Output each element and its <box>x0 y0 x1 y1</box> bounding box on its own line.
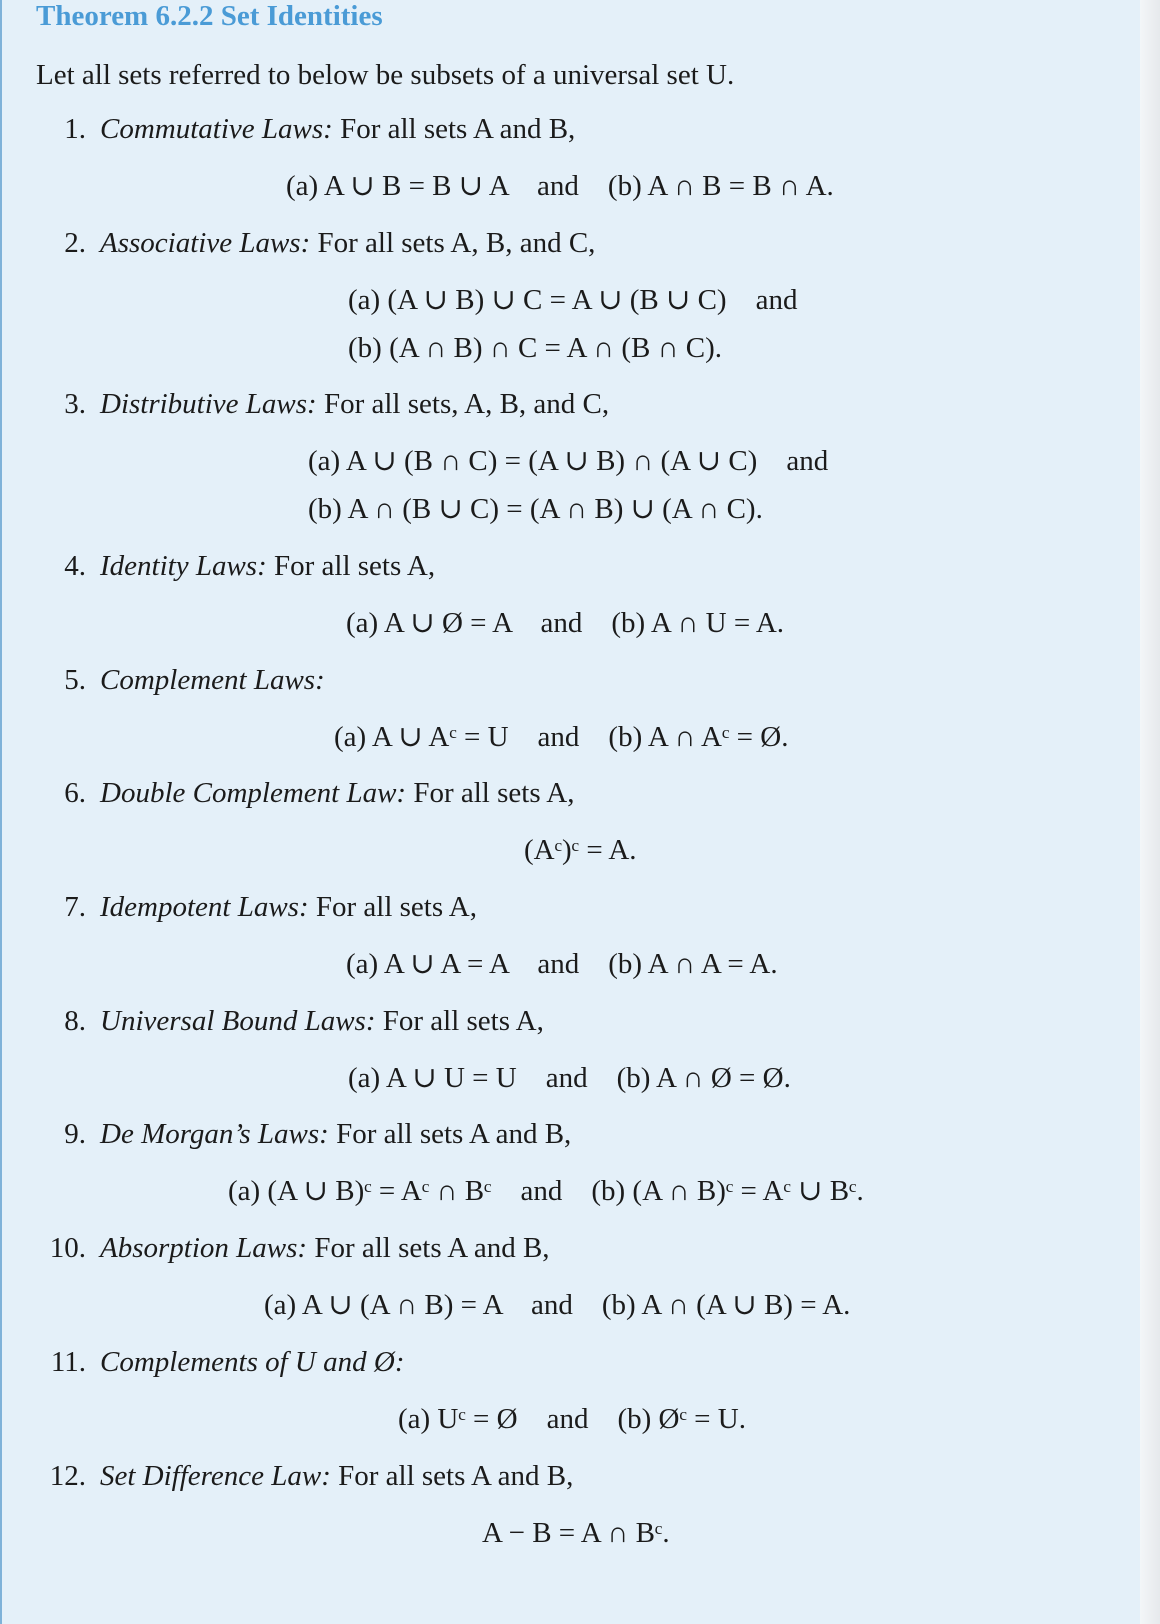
law-name: Set Difference Law: <box>100 1460 331 1492</box>
law-number: 9. <box>64 1118 86 1150</box>
law-name: Associative Laws: <box>100 227 311 259</box>
law-equation: (a) (A ∪ B) ∪ C = A ∪ (B ∪ C) and <box>348 284 798 316</box>
theorem-title: Theorem 6.2.2 Set Identities <box>36 0 383 32</box>
law-number: 5. <box>64 664 86 696</box>
law-name: Complement Laws: <box>100 664 325 696</box>
law-text: For all sets A and B, <box>336 1118 572 1150</box>
law-number: 4. <box>64 550 86 582</box>
law-equation: (a) A ∪ U = U and (b) A ∩ Ø = Ø. <box>348 1062 791 1094</box>
law-name: Distributive Laws: <box>100 388 317 420</box>
law-text: For all sets A, <box>315 891 477 923</box>
law-equation: (a) A ∪ B = B ∪ A and (b) A ∩ B = B ∩ A. <box>286 170 834 202</box>
law-number: 2. <box>64 227 86 259</box>
law-name: Commutative Laws: <box>100 113 333 145</box>
law-text: For all sets, A, B, and C, <box>323 388 610 420</box>
law-number: 10. <box>49 1232 86 1264</box>
law-text: For all sets A and B, <box>338 1460 574 1492</box>
law-name: Identity Laws: <box>100 550 267 582</box>
law-equation: (a) Uᶜ = Ø and (b) Øᶜ = U. <box>398 1403 746 1435</box>
law-equation: (a) A ∪ (A ∩ B) = A and (b) A ∩ (A ∪ B) = A. <box>264 1289 851 1321</box>
law-text: For all sets A, B, and C, <box>317 227 596 259</box>
law-text: For all sets A, <box>382 1005 544 1037</box>
law-number: 12. <box>49 1460 86 1492</box>
law-equation: (Aᶜ)ᶜ = A. <box>524 834 637 866</box>
law-equation: (b) A ∩ (B ∪ C) = (A ∩ B) ∪ (A ∩ C). <box>308 493 763 525</box>
law-text: For all sets A and B, <box>340 113 576 145</box>
law-equation: (a) (A ∪ B)ᶜ = Aᶜ ∩ Bᶜ and (b) (A ∩ B)ᶜ = Aᶜ ∪ Bᶜ. <box>228 1175 864 1207</box>
law-name: Absorption Laws: <box>100 1232 308 1264</box>
intro-text: Let all sets referred to below be subsets of a universal set U. <box>36 59 735 91</box>
law-number: 3. <box>64 388 86 420</box>
law-text: For all sets A and B, <box>314 1232 550 1264</box>
law-text: For all sets A, <box>413 777 575 809</box>
law-equation: (a) A ∪ (B ∩ C) = (A ∪ B) ∩ (A ∪ C) and <box>308 445 829 477</box>
law-name: Universal Bound Laws: <box>100 1005 376 1037</box>
law-name: Idempotent Laws: <box>100 891 309 923</box>
law-equation: (a) A ∪ Ø = A and (b) A ∩ U = A. <box>346 607 785 639</box>
law-name: Complements of U and Ø: <box>100 1346 405 1378</box>
law-name: De Morgan’s Laws: <box>100 1118 329 1150</box>
law-equation: (a) A ∪ Aᶜ = U and (b) A ∩ Aᶜ = Ø. <box>334 721 789 753</box>
law-number: 1. <box>64 113 86 145</box>
law-name: Double Complement Law: <box>100 777 407 809</box>
page-edge <box>1140 0 1160 1624</box>
law-number: 6. <box>64 777 86 809</box>
law-equation: (b) (A ∩ B) ∩ C = A ∩ (B ∩ C). <box>348 332 723 364</box>
law-equation: (a) A ∪ A = A and (b) A ∩ A = A. <box>346 948 778 980</box>
law-text: For all sets A, <box>274 550 436 582</box>
law-number: 11. <box>50 1346 86 1378</box>
law-equation: A − B = A ∩ Bᶜ. <box>482 1517 670 1549</box>
law-number: 7. <box>64 891 86 923</box>
law-number: 8. <box>64 1005 86 1037</box>
